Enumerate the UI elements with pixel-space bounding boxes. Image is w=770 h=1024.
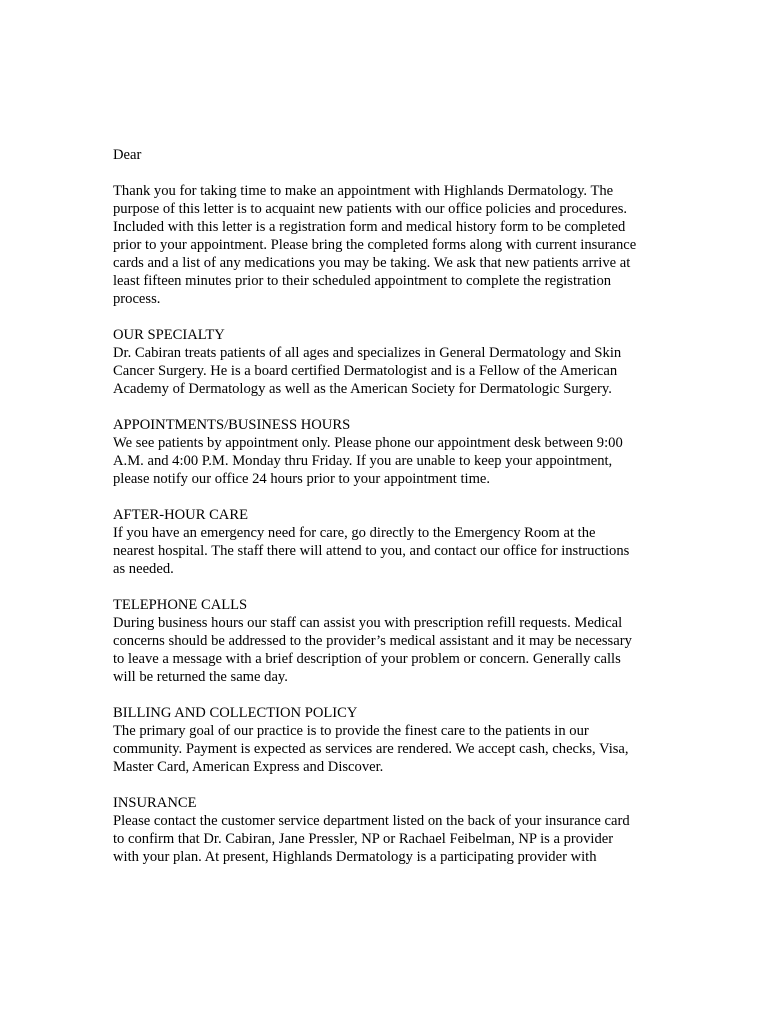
section-line: please notify our office 24 hours prior to your appointment time. — [113, 471, 491, 487]
section-line: nearest hospital. The staff there will attend to you, and contact our office for instructions — [113, 543, 630, 559]
section-line: community. Payment is expected as services are rendered. We accept cash, checks, Visa, — [113, 741, 629, 757]
section-telephone-calls — [113, 596, 673, 686]
paragraph-gap — [113, 578, 673, 596]
intro-line: Included with this letter is a registration form and medical history form to be completed — [113, 219, 626, 235]
paragraph-gap — [113, 308, 673, 326]
intro-line: cards and a list of any medications you may be taking. We ask that new patients arrive at — [113, 255, 631, 271]
letter-body — [113, 146, 673, 866]
intro-line: process. — [113, 291, 161, 307]
salutation: Dear — [113, 147, 142, 163]
paragraph-gap — [113, 686, 673, 704]
section-line: Dr. Cabiran treats patients of all ages and specializes in General Dermatology and Skin — [113, 345, 622, 361]
section-line: During business hours our staff can assist you with prescription refill requests. Medical — [113, 615, 623, 631]
section-billing — [113, 704, 673, 776]
section-line: with your plan. At present, Highlands Dermatology is a participating provider with — [113, 849, 597, 865]
section-line: to leave a message with a brief description of your problem or concern. Generally calls — [113, 651, 621, 667]
section-line: concerns should be addressed to the provider’s medical assistant and it may be necessary — [113, 633, 632, 649]
section-line: We see patients by appointment only. Please phone our appointment desk between 9:00 — [113, 435, 623, 451]
section-line: as needed. — [113, 561, 174, 577]
section-heading: TELEPHONE CALLS — [113, 597, 248, 613]
intro-paragraph — [113, 182, 673, 308]
section-line: Academy of Dermatology as well as the American Society for Dermatologic Surgery. — [113, 381, 612, 397]
section-after-hour-care — [113, 506, 673, 578]
section-our-specialty — [113, 326, 673, 398]
paragraph-gap — [113, 776, 673, 794]
section-line: The primary goal of our practice is to provide the finest care to the patients in our — [113, 723, 589, 739]
section-heading: OUR SPECIALTY — [113, 327, 225, 343]
section-heading: INSURANCE — [113, 795, 197, 811]
section-line: Please contact the customer service department listed on the back of your insurance card — [113, 813, 630, 829]
section-line: to confirm that Dr. Cabiran, Jane Pressler, NP or Rachael Feibelman, NP is a provider — [113, 831, 614, 847]
intro-line: Thank you for taking time to make an appointment with Highlands Dermatology. The — [113, 183, 614, 199]
intro-line: purpose of this letter is to acquaint new patients with our office policies and procedures. — [113, 201, 628, 217]
paragraph-gap — [113, 488, 673, 506]
section-heading: BILLING AND COLLECTION POLICY — [113, 705, 358, 721]
section-line: A.M. and 4:00 P.M. Monday thru Friday. If you are unable to keep your appointment, — [113, 453, 613, 469]
section-appointments — [113, 416, 673, 488]
section-heading: AFTER-HOUR CARE — [113, 507, 248, 523]
section-line: Cancer Surgery. He is a board certified Dermatologist and is a Fellow of the American — [113, 363, 618, 379]
section-line: Master Card, American Express and Discover. — [113, 759, 384, 775]
paragraph-gap — [113, 164, 673, 182]
section-line: If you have an emergency need for care, go directly to the Emergency Room at the — [113, 525, 596, 541]
intro-line: prior to your appointment. Please bring the completed forms along with current insurance — [113, 237, 637, 253]
section-line: will be returned the same day. — [113, 669, 288, 685]
section-insurance — [113, 794, 673, 866]
paragraph-gap — [113, 398, 673, 416]
intro-line: least fifteen minutes prior to their scheduled appointment to complete the registration — [113, 273, 612, 289]
section-heading: APPOINTMENTS/BUSINESS HOURS — [113, 417, 351, 433]
